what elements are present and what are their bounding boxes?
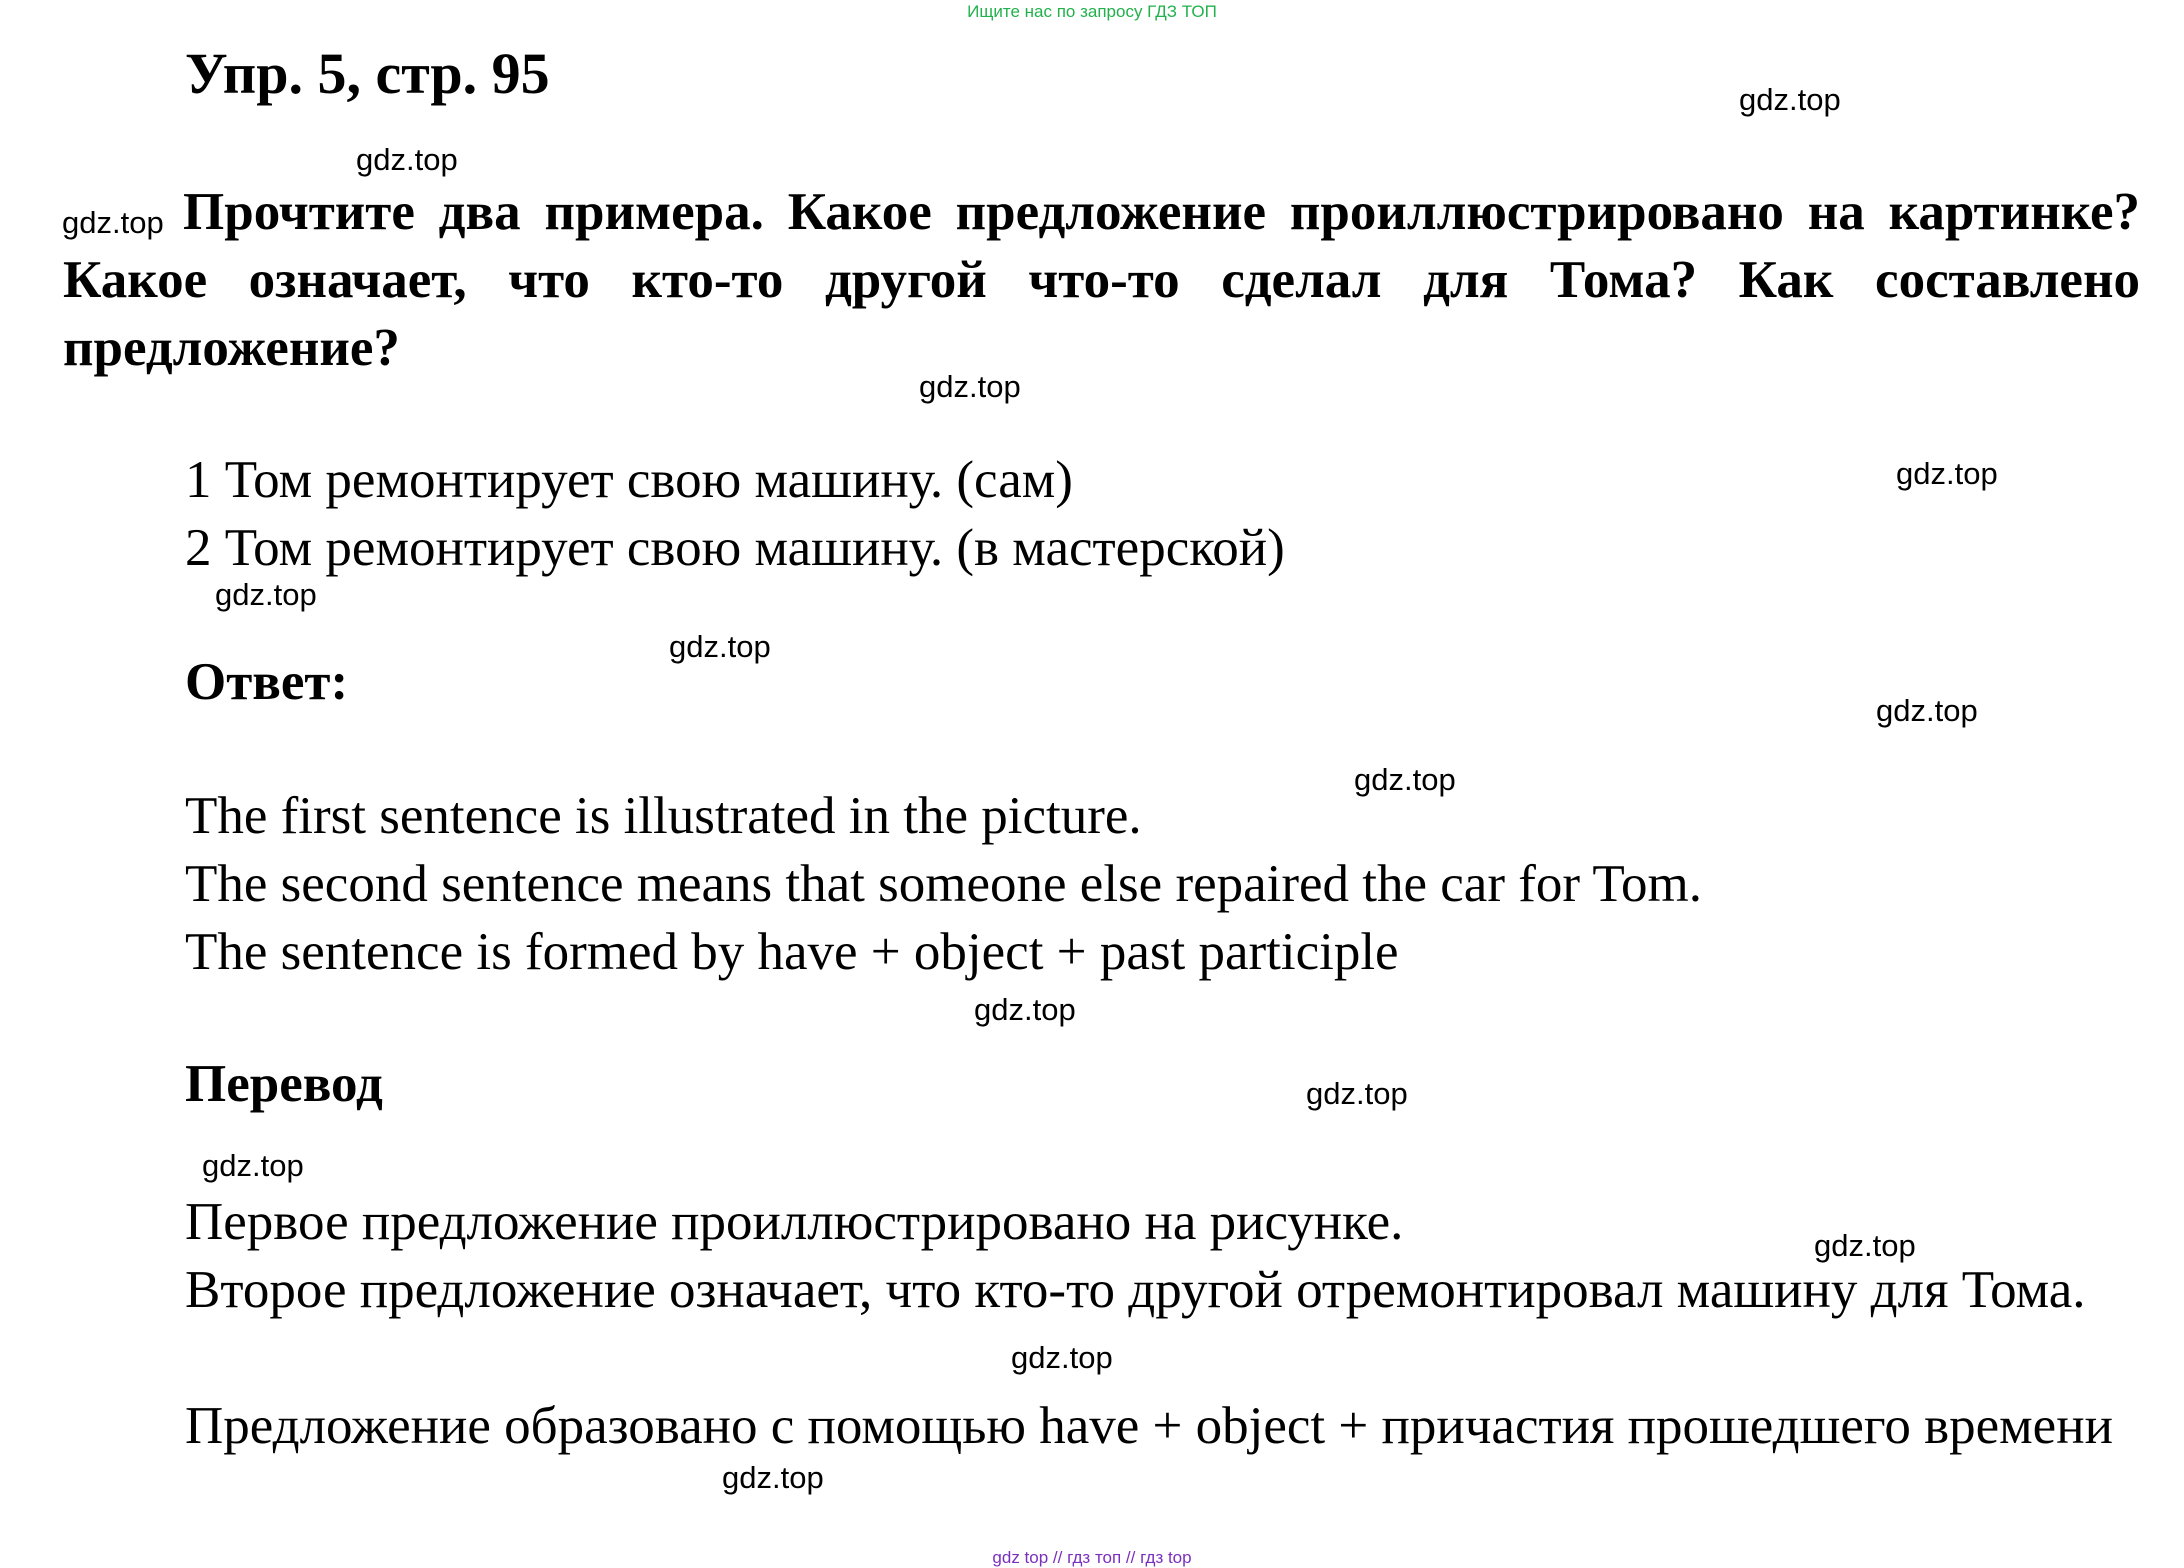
watermark: gdz.top xyxy=(1814,1228,1916,1263)
example-1: 1 Том ремонтирует свою машину. (сам) xyxy=(185,451,1073,509)
translation-paragraph-2: Второе предложение означает, что кто-то другой отремонтировал машину для Тома. xyxy=(185,1261,2086,1319)
answer-line-2: The second sentence means that someone else repaired the car for Tom. xyxy=(185,855,1702,913)
task-text: Прочтите два примера. Какое предложение проиллюстрировано на картинке? Какое означает, что кто-то другой что-то сделал для Тома? Как составлено предложение? xyxy=(63,183,2140,377)
answer-line-1: The first sentence is illustrated in the picture. xyxy=(185,787,1142,845)
watermark: gdz.top xyxy=(215,577,317,612)
watermark: gdz.top xyxy=(1876,693,1978,728)
watermark: gdz.top xyxy=(62,205,164,240)
translation-paragraph-1: Первое предложение проиллюстрировано на рисунке. xyxy=(185,1193,1404,1251)
translation-title: Перевод xyxy=(185,1055,383,1113)
watermark: gdz.top xyxy=(356,142,458,177)
watermark: gdz.top xyxy=(202,1148,304,1183)
watermark: gdz.top xyxy=(919,369,1021,404)
translation-paragraph-3: Предложение образовано с помощью have + object + причастия прошедшего времени xyxy=(185,1397,2113,1455)
watermark: gdz.top xyxy=(974,992,1076,1027)
top-banner: Ищите нас по запросу ГДЗ ТОП xyxy=(967,2,1217,21)
watermark: gdz.top xyxy=(669,629,771,664)
watermark: gdz.top xyxy=(1896,456,1998,491)
watermark: gdz.top xyxy=(1011,1340,1113,1375)
watermark: gdz.top xyxy=(1306,1076,1408,1111)
watermark: gdz.top xyxy=(1354,762,1456,797)
watermark: gdz.top xyxy=(722,1460,824,1495)
answer-line-3: The sentence is formed by have + object + past participle xyxy=(185,923,1399,981)
page-title: Упр. 5, стр. 95 xyxy=(185,41,550,106)
answer-title: Ответ: xyxy=(185,653,349,711)
bottom-banner: gdz top // гдз топ // гдз top xyxy=(992,1548,1192,1567)
example-2: 2 Том ремонтирует свою машину. (в мастерской) xyxy=(185,519,1285,577)
watermark: gdz.top xyxy=(1739,82,1841,117)
